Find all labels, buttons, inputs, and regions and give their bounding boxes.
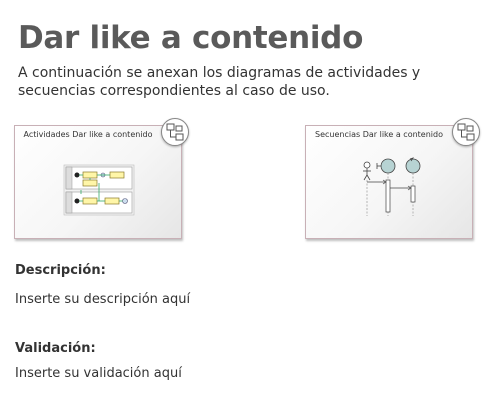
intro-text: A continuación se anexan los diagramas de actividades y secuencias correspondientes al caso de uso. xyxy=(18,65,421,99)
description-label: Descripción: xyxy=(15,263,106,278)
diagram-link-icon[interactable] xyxy=(452,118,480,146)
sequence-diagram-frame[interactable] xyxy=(305,125,473,239)
sequence-diagram-label: Secuencias Dar like a contenido xyxy=(315,130,443,139)
validation-label: Validación: xyxy=(15,341,96,356)
page-title: Dar like a contenido xyxy=(18,20,364,56)
activity-diagram-frame[interactable] xyxy=(14,125,182,239)
sequence-diagram-thumbnail xyxy=(361,156,427,218)
diagram-link-icon[interactable] xyxy=(161,118,189,146)
activity-diagram-thumbnail xyxy=(63,164,135,216)
description-value[interactable]: Inserte su descripción aquí xyxy=(15,292,191,307)
validation-value[interactable]: Inserte su validación aquí xyxy=(15,366,182,381)
activity-diagram-label: Actividades Dar like a contenido xyxy=(23,130,153,139)
